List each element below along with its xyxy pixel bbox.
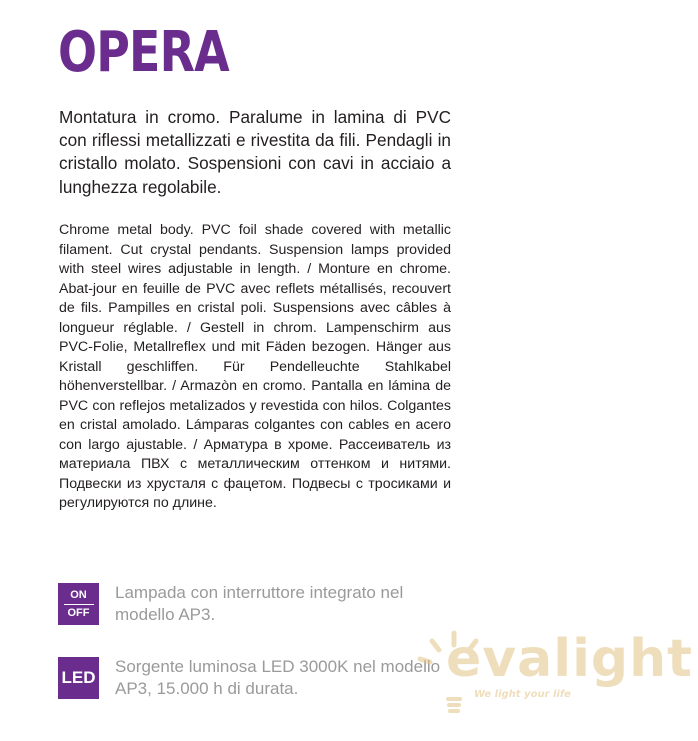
- on-label: ON: [70, 588, 87, 601]
- watermark-brand: evalight: [446, 629, 694, 689]
- on-off-switch-icon: [58, 583, 99, 625]
- multilingual-description: Chrome metal body. PVC foil shade covered with metallic filament. Cut crystal pendants. Suspension lamps provided with steel wires adjustable in length. / Monture en chrome. Abat-jour en feuille de PVC avec reflets métallisés, recouvert de fils. Pampilles en cristal poli. Suspensions avec câbles à longueur réglable. / Gestell in chrom. Lampenschirm aus PVC-Folie, Metallreflex und mit Fäden bezogen. Hänger aus Kristall geschliffen. Für Pendelleuchte Stahlkabel höhenverstellbar. / Armazòn en cromo. Pantalla en lámina de PVC con reflejos metalizados y revestida con hilos. Colgantes en cristal amolado. Lámparas colgantes con cables en acero con largo ajustable. / Арматура в хроме. Рассеиватель из материала ПВХ с металлическим оттенком и нитями. Подвески из хрусталя с фацетом. Подвесы с тросиками и регулируются по длине.: [59, 222, 451, 511]
- evalight-watermark: [410, 625, 698, 725]
- led-icon: [58, 657, 99, 699]
- led-feature-text: Sorgente luminosa LED 3000K nel modello AP3, 15.000 h di durata.: [115, 657, 441, 698]
- off-label: OFF: [67, 606, 90, 619]
- product-title: OPERA: [58, 20, 229, 85]
- led-label: LED: [61, 668, 96, 687]
- badge-divider: [64, 604, 94, 605]
- watermark-slogan: We light your life: [474, 689, 571, 700]
- switch-feature-text: Lampada con interruttore integrato nel modello AP3.: [115, 583, 404, 624]
- italian-description: Montatura in cromo. Paralume in lamina di PVC con riflessi metallizzati e rivestita da fili. Pendagli in cristallo molato. Sospensioni con cavi in acciaio a lunghezza regolabile.: [59, 107, 451, 197]
